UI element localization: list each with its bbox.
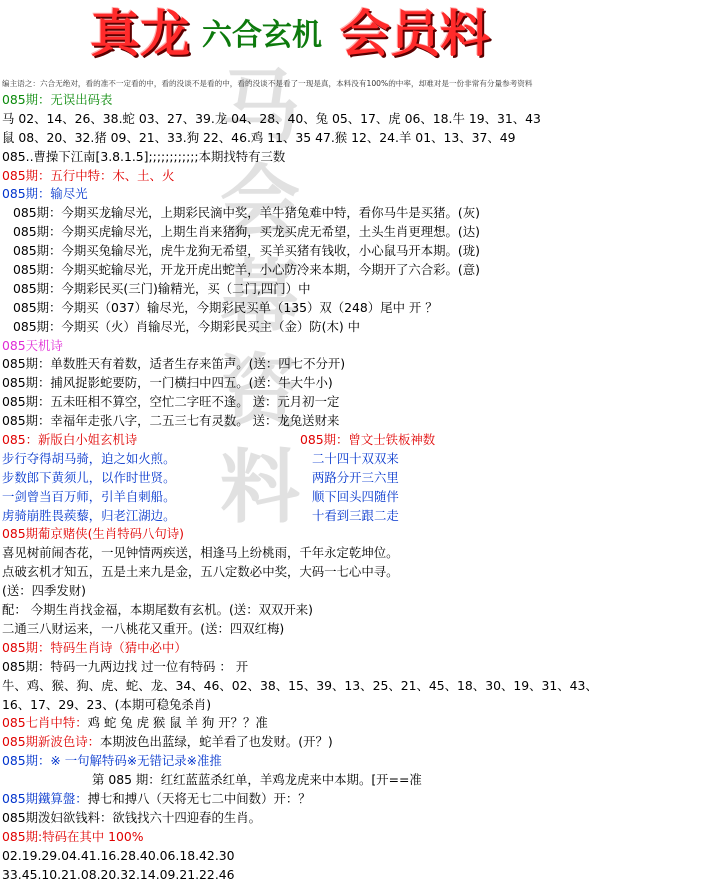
number-row: 02.19.29.04.41.16.28.40.06.18.42.30: [2, 847, 235, 863]
special-code-header: 085期:特码在其中 100%: [2, 828, 144, 844]
sec5-right-header: 085期：曾文士铁板神数: [300, 432, 436, 448]
sec3-line: 085期：今期彩民买(三门)输精光，买（二门,四门）中: [13, 280, 311, 296]
seven-zodiac-label: 085七肖中特：: [2, 715, 88, 731]
watermark-char: 幕: [220, 250, 300, 344]
sec4-header: 085天机诗: [2, 337, 63, 353]
sec3-line: 085期：今期买虎输尽光，上期生肖来猪狗，买龙买虎无希望，土头生肖更理想。(达): [13, 224, 480, 240]
seven-zodiac-row: [2, 714, 716, 733]
wave-color-label: 085期新波色诗：: [2, 734, 100, 750]
abacus-row: [2, 790, 716, 809]
sec6-line: 配： 今期生肖找金福，本期尾数有玄机。(送：双双开来): [2, 602, 313, 618]
page-title: [90, 4, 510, 66]
abacus-value: 搏七和搏八（天将无七二中间数）开：？: [87, 790, 311, 806]
sec5-row: [2, 450, 716, 469]
poem-left: 一剑曾当百万师，引羊自刺船。: [2, 488, 176, 504]
content: [2, 76, 716, 884]
sec4-line: 085期：五未旺相不算空，空忙二字旺不逢。 送：元月初一定: [2, 394, 340, 410]
number-row: 33.45.10.21.08.20.32.14.09.21.22.46: [2, 866, 235, 882]
poem-right: 两路分开三六里: [312, 469, 399, 485]
poem-right: 十看到三跟二走: [312, 507, 399, 523]
abacus-label: 085期鐵算盤：: [2, 790, 88, 806]
sec5-row: [2, 469, 716, 488]
sec6-line: 二通三八财运来，一八桃花又重开。(送：四双红梅): [2, 620, 285, 636]
seven-zodiac-value: 鸡 蛇 兔 虎 猴 鼠 羊 狗 开？？准: [87, 715, 268, 731]
title-part1: 真龙: [90, 4, 190, 63]
sec1-row: 085..曹操下江南[3.8.1.5];;;;;;;;;;;;本期找特有三数: [2, 148, 286, 164]
poem-right: 二十四十双双来: [312, 450, 399, 466]
sec3-line: 085期：今期买（火）肖输尽光，今期彩民买主（金）防(木) 中: [13, 318, 361, 334]
notice: 编主语之：六合无绝对，看的准不一定看的中，看的没谈不是看的中，看的没谈不是看了一现是真，本料没有100%的中率，却难对是一份非常有分量参考资料: [2, 79, 533, 88]
title-part3: 会员料: [340, 4, 490, 63]
sec3-header: 085期：输尽光: [2, 186, 88, 202]
watermark-char: 料: [220, 440, 300, 534]
sec4-line: 085期：单数胜天有着数，适者生存来笛声。(送：四七不分开): [2, 356, 346, 372]
watermark-char: 会: [220, 155, 300, 249]
wave-color-value: 本期波色出蓝绿，蛇羊看了也发财。(开？): [100, 734, 333, 750]
poem-left: 步数郎下黄须儿，以作时世贤。: [2, 469, 176, 485]
sec1-header: 085期：无误出码表: [2, 92, 113, 107]
title-part2: 六合玄机: [202, 18, 322, 53]
sec6-line: 喜见树前闹杏花，一见钟情两疾送，相逢马上纷桃雨，千年永定乾坤位。: [2, 545, 399, 561]
one-sentence-header: 085期：※ 一句解特码※无错记录※准推: [2, 753, 222, 769]
sec6-line: 点破玄机才知五，五是土来九是金，五八定数必中奖，大码一七心中寻。: [2, 564, 399, 580]
poem-right: 顺下回头四随伴: [312, 488, 399, 504]
sec6-header: 085期葡京赌侠(生肖特码八句诗): [2, 526, 185, 542]
sec5-row: [2, 488, 716, 507]
sec3-line: 085期：今期买（037）输尽光，今期彩民买单（135）双（248）尾中 开 ？: [13, 299, 438, 315]
sec7-header: 085期：特码生肖诗（猜中必中）: [2, 639, 187, 655]
shrew-line: 085期泼妇欲钱料：欲钱找六十四迎春的生肖。: [2, 809, 262, 825]
sec6-line: (送：四季发财): [2, 583, 87, 599]
sec1-row: 马 02、14、26、38.蛇 03、27、39.龙 04、28、40、兔 05、17、虎 06、18.牛 19、31、43: [2, 110, 541, 126]
sec5-header-row: [2, 431, 716, 450]
sec7-line: 牛、鸡、猴、狗、虎、蛇、龙、34、46、02、38、15、39、13、25、21、45、18、30、19、31、43、: [2, 677, 598, 693]
sec2-header: 085期：五行中特：木、土、火: [2, 167, 175, 183]
sec7-line: 16、17、29、23、(本期可稳兔杀肖): [2, 696, 212, 712]
sec5-left-header: 085：新版白小姐玄机诗: [2, 432, 138, 448]
sec5-row: [2, 507, 716, 526]
poem-left: 虏骑崩胜畏蒺藜，归老江湖边。: [2, 507, 176, 523]
one-sentence-line: 第 085 期：红红蓝蓝杀红单，羊鸡龙虎来中本期。[开==准: [92, 772, 422, 788]
poem-left: 步行夺得胡马骑，迫之如火煎。: [2, 450, 176, 466]
sec1-row: 鼠 08、20、32.猪 09、21、33.狗 22、46.鸡 11、35 47.猴 12、24.羊 01、13、37、49: [2, 129, 516, 145]
watermark-char: 资: [220, 345, 300, 439]
watermark-char: 马: [220, 60, 300, 154]
sec7-line: 085期：特码一九两边找 过一位有特码 ： 开: [2, 658, 249, 674]
sec4-line: 085期：幸福年走张八字，二五三七有灵数。 送：龙兔送财来: [2, 413, 340, 429]
wave-color-row: [2, 733, 716, 752]
sec3-line: 085期：今期买蛇输尽光，开龙开虎出蛇羊，小心防冷来本期，今期开了六合彩。(意): [13, 262, 480, 278]
sec3-line: 085期：今期买龙输尽光，上期彩民滴中奖，羊牛猪兔难中特，看你马牛是买猪。(灰): [13, 205, 480, 221]
sec3-line: 085期：今期买兔输尽光，虎牛龙狗无希望，买羊买猪有钱收，小心鼠马开本期。(珑): [13, 243, 480, 259]
sec4-line: 085期：捕风捉影蛇要防，一门横扫中四五。(送：牛大牛小): [2, 375, 333, 391]
